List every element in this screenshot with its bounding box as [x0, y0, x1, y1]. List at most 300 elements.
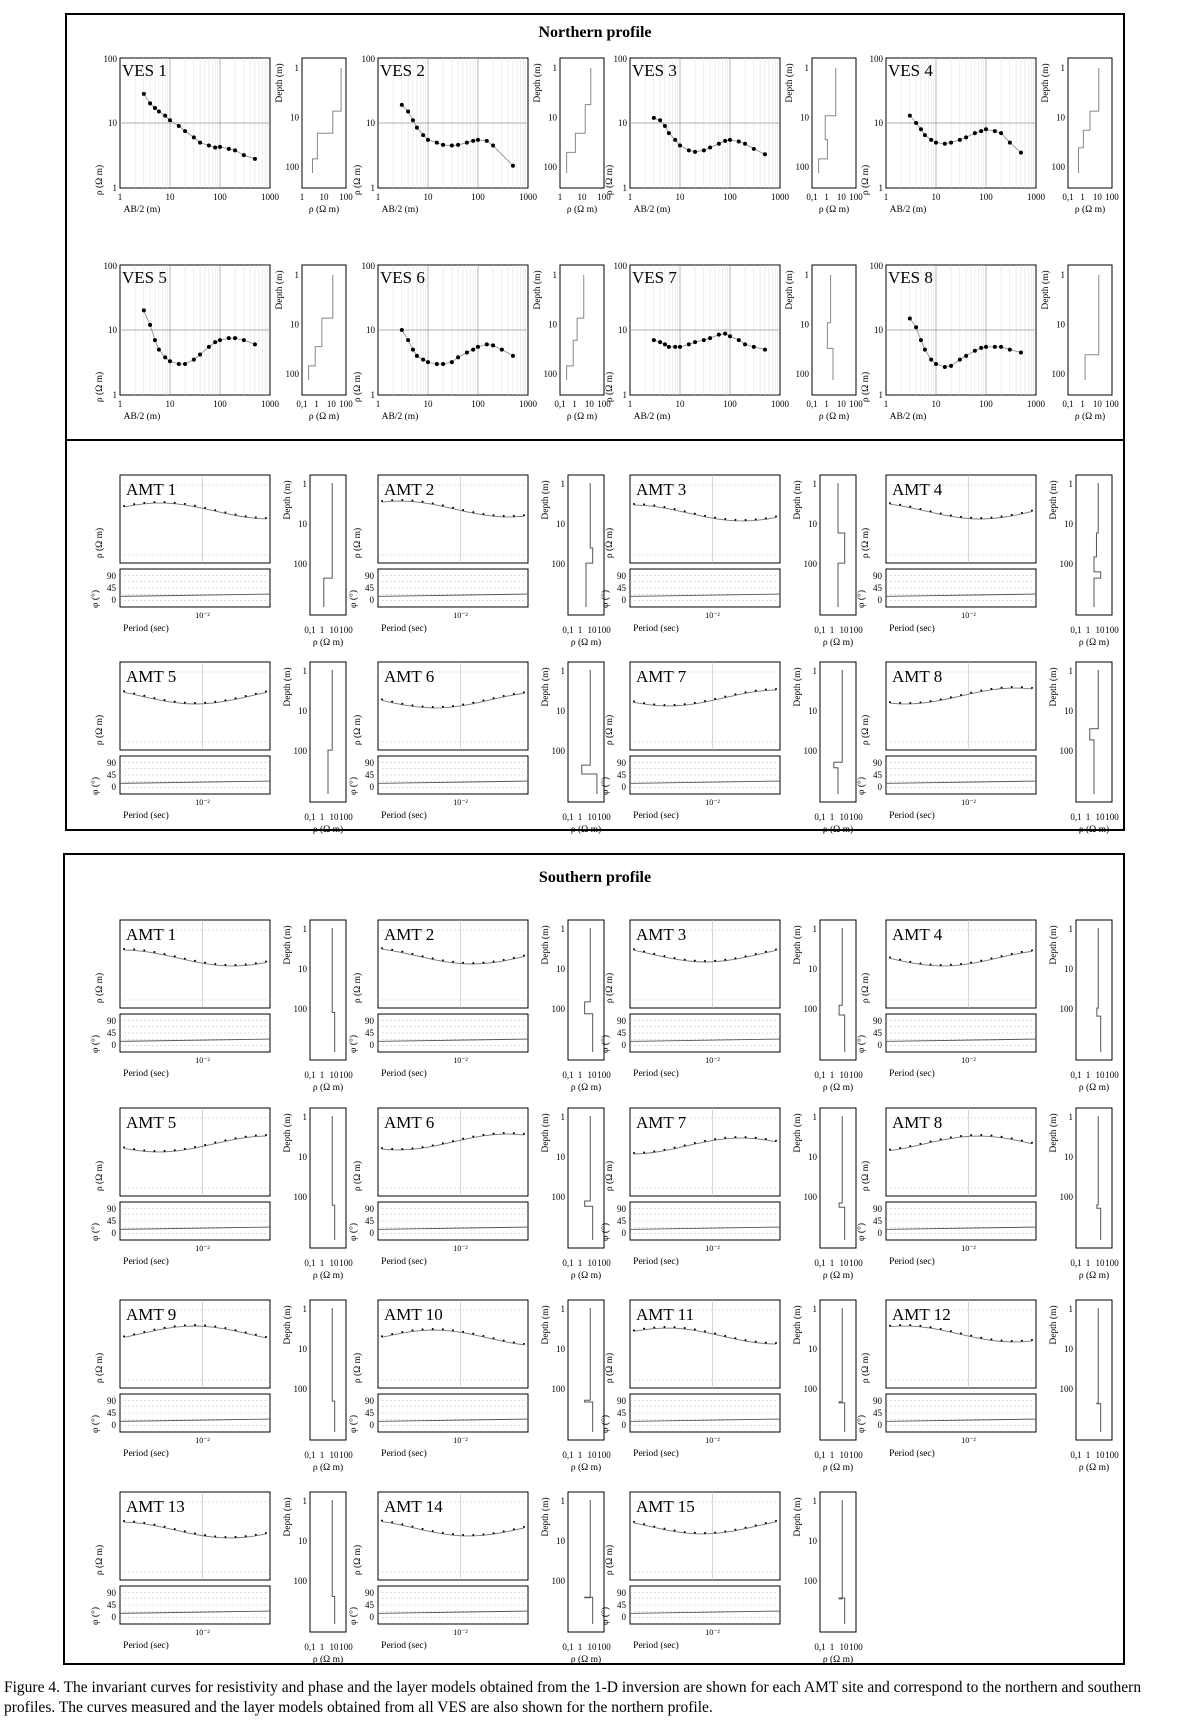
amt-data-point	[391, 1148, 393, 1150]
amt-data-point	[950, 964, 952, 966]
amt-phase-tick: 0	[877, 595, 882, 605]
amt-data-point	[472, 962, 474, 964]
ves-panel-1	[94, 54, 353, 215]
ves-site-label: VES 4	[888, 61, 933, 80]
amt-data-point	[123, 1520, 125, 1522]
amt-depth-axis-label: Depth (m)	[793, 667, 803, 707]
amt-data-point	[724, 1137, 726, 1139]
amt-data-point	[143, 1522, 145, 1524]
amt-depth-tick: 10	[556, 519, 565, 529]
ves-data-point	[500, 348, 504, 352]
amt-phase-axis-label: φ (°)	[349, 1607, 359, 1625]
amt-rho-axis-label: ρ (Ω m)	[353, 527, 363, 559]
ves-y-tick: 1	[370, 183, 375, 193]
amt-phase-tick: 90	[107, 1396, 116, 1406]
amt-data-point	[123, 948, 125, 950]
amt-data-point	[684, 1531, 686, 1533]
amt-period-tick: 10⁻²	[705, 1056, 720, 1065]
amt-data-point	[960, 963, 962, 965]
ves-data-point	[511, 354, 515, 358]
amt-phase-tick: 0	[621, 1612, 626, 1622]
ves-x-tick: 10	[423, 399, 433, 409]
amt-phase-frame	[886, 1014, 1036, 1052]
ves-res-tick: 0,1	[296, 399, 308, 409]
amt-data-point	[734, 519, 736, 521]
ves-data-point	[441, 143, 445, 147]
ves-data-point	[652, 116, 656, 120]
amt-period-axis-label: Period (sec)	[381, 1449, 427, 1459]
ves-panel-6	[352, 261, 611, 422]
amt-depth-axis-label: Depth (m)	[1049, 480, 1059, 520]
amt-data-point	[990, 1135, 992, 1137]
amt-site-label: AMT 2	[384, 480, 435, 499]
amt-data-point	[970, 692, 972, 694]
amt-depth-tick: 10	[298, 519, 307, 529]
amt-data-point	[950, 696, 952, 698]
amt-res-tick: 0,1	[562, 1070, 574, 1080]
ves-data-point	[400, 328, 404, 332]
amt-data-point	[960, 516, 962, 518]
amt-phase-frame	[630, 756, 780, 794]
ves-site-label: VES 7	[632, 268, 677, 287]
amt-site-label: AMT 1	[126, 925, 177, 944]
amt-model-frame	[310, 920, 346, 1060]
ves-data-point	[958, 138, 962, 142]
ves-data-point	[253, 342, 257, 346]
amt-depth-axis-label: Depth (m)	[793, 480, 803, 520]
amt-rho-axis-label: ρ (Ω m)	[605, 714, 615, 746]
amt-data-point	[633, 1329, 635, 1331]
amt-data-point	[1001, 516, 1003, 518]
amt-depth-tick: 10	[298, 1536, 307, 1546]
ves-data-point	[218, 338, 222, 342]
amt-res-tick: 1	[829, 1450, 835, 1460]
amt-site-label: AMT 4	[892, 925, 943, 944]
amt-depth-tick: 100	[1059, 1192, 1073, 1202]
amt-depth-tick: 1	[560, 1304, 565, 1314]
amt-period-axis-label: Period (sec)	[381, 1069, 427, 1079]
ves-data-point	[658, 340, 662, 344]
amt-res-tick: 1	[829, 1642, 835, 1652]
ves-data-point	[157, 110, 161, 114]
amt-data-point	[745, 955, 747, 957]
amt-data-point	[775, 688, 777, 690]
amt-data-point	[245, 695, 247, 697]
amt-data-point	[265, 1134, 267, 1136]
south-amt-panel-4	[856, 920, 1119, 1093]
amt-data-point	[765, 688, 767, 690]
ves-depth-tick: 10	[800, 112, 809, 123]
ves-data-point	[476, 345, 480, 349]
amt-phase-frame	[630, 569, 780, 607]
ves-x-tick: 100	[723, 399, 737, 409]
ves-data-point	[233, 336, 237, 340]
amt-rho-axis-label: ρ (Ω m)	[95, 972, 105, 1004]
ves-data-point	[728, 334, 732, 338]
amt-depth-tick: 100	[293, 1004, 307, 1014]
amt-phase-tick: 45	[873, 1408, 882, 1418]
ves-y-tick: 1	[370, 390, 375, 400]
ves-data-point	[465, 141, 469, 145]
ves-data-point	[426, 360, 430, 364]
amt-data-point	[164, 1150, 166, 1152]
ves-data-point	[964, 354, 968, 358]
ves-data-point	[148, 101, 152, 105]
amt-data-point	[133, 1521, 135, 1523]
ves-y-axis-label: ρ (Ω m)	[605, 164, 615, 196]
amt-data-point	[899, 959, 901, 961]
north-amt-panel-8	[856, 662, 1119, 835]
amt-depth-tick: 10	[298, 1152, 307, 1162]
amt-phase-axis-label: φ (°)	[91, 1223, 101, 1241]
ves-data-point	[678, 345, 682, 349]
ves-y-tick: 10	[366, 118, 375, 128]
amt-model-frame	[568, 1492, 604, 1632]
amt-site-label: AMT 2	[384, 925, 435, 944]
amt-data-point	[224, 1536, 226, 1538]
amt-depth-tick: 100	[803, 1004, 817, 1014]
amt-phase-frame	[630, 1202, 780, 1240]
amt-phase-frame	[378, 1202, 528, 1240]
amt-depth-axis-label: Depth (m)	[283, 1305, 293, 1345]
ves-x-tick: 1000	[771, 192, 789, 202]
amt-data-point	[643, 950, 645, 952]
amt-data-point	[684, 510, 686, 512]
amt-phase-axis-label: φ (°)	[91, 1035, 101, 1053]
ves-data-point	[485, 139, 489, 143]
amt-res-tick: 1	[829, 812, 835, 822]
ves-res-tick: 1	[1080, 192, 1085, 202]
amt-res-axis-label: ρ (Ω m)	[822, 1083, 854, 1093]
amt-data-point	[204, 1324, 206, 1326]
amt-data-point	[633, 503, 635, 505]
ves-res-tick: 10	[326, 399, 336, 409]
amt-res-tick: 10	[839, 1258, 849, 1268]
amt-period-tick: 10⁻²	[195, 1628, 210, 1637]
ves-x-tick: 100	[723, 192, 737, 202]
amt-res-tick: 100	[597, 625, 611, 635]
amt-phase-tick: 45	[617, 770, 626, 780]
amt-data-point	[184, 1530, 186, 1532]
ves-data-point	[421, 133, 425, 137]
amt-period-tick: 10⁻²	[195, 1056, 210, 1065]
amt-depth-tick: 100	[293, 1192, 307, 1202]
amt-rho-axis-label: ρ (Ω m)	[605, 972, 615, 1004]
amt-depth-tick: 10	[808, 1152, 817, 1162]
ves-data-point	[702, 148, 706, 152]
amt-depth-axis-label: Depth (m)	[793, 1305, 803, 1345]
ves-depth-tick: 10	[548, 319, 557, 330]
ves-data-point	[929, 138, 933, 142]
amt-data-point	[133, 503, 135, 505]
amt-phase-frame	[120, 569, 270, 607]
amt-period-axis-label: Period (sec)	[123, 1069, 169, 1079]
amt-res-tick: 10	[587, 1258, 597, 1268]
ves-data-point	[728, 138, 732, 142]
amt-phase-tick: 0	[621, 1228, 626, 1238]
amt-phase-tick: 45	[107, 1216, 116, 1226]
amt-data-point	[472, 702, 474, 704]
amt-phase-tick: 0	[111, 1612, 116, 1622]
ves-model-frame	[302, 58, 346, 188]
amt-phase-frame	[886, 756, 1036, 794]
amt-res-tick: 10	[587, 812, 597, 822]
amt-data-point	[1021, 512, 1023, 514]
ves-res-axis-label: ρ (Ω m)	[308, 205, 340, 215]
ves-data-point	[652, 338, 656, 342]
amt-data-point	[194, 1146, 196, 1148]
amt-data-point	[214, 1142, 216, 1144]
amt-data-point	[990, 517, 992, 519]
ves-depth-tick: 100	[1051, 369, 1065, 379]
ves-data-point	[737, 139, 741, 143]
amt-period-tick: 10⁻²	[453, 1628, 468, 1637]
amt-period-axis-label: Period (sec)	[889, 624, 935, 634]
ves-panel-3	[604, 54, 863, 215]
amt-depth-tick: 1	[302, 479, 307, 489]
amt-phase-tick: 45	[617, 1600, 626, 1610]
ves-data-point	[708, 336, 712, 340]
amt-data-point	[930, 1326, 932, 1328]
amt-site-label: AMT 12	[892, 1305, 951, 1324]
amt-phase-axis-label: φ (°)	[349, 1415, 359, 1433]
amt-rho-axis-label: ρ (Ω m)	[861, 714, 871, 746]
amt-data-point	[174, 1528, 176, 1530]
amt-res-tick: 1	[1085, 625, 1091, 635]
amt-data-point	[143, 1331, 145, 1333]
amt-depth-tick: 100	[551, 1004, 565, 1014]
ves-data-point	[949, 141, 953, 145]
amt-phase-axis-label: φ (°)	[601, 777, 611, 795]
amt-depth-axis-label: Depth (m)	[793, 1497, 803, 1537]
amt-data-point	[422, 705, 424, 707]
amt-res-tick: 10	[329, 1258, 339, 1268]
south-amt-panel-15	[600, 1492, 863, 1665]
ves-data-point	[242, 153, 246, 157]
amt-data-point	[724, 1335, 726, 1337]
amt-phase-tick: 45	[617, 1408, 626, 1418]
amt-data-point	[482, 513, 484, 515]
amt-model-frame	[1076, 1300, 1112, 1440]
amt-phase-axis-label: φ (°)	[349, 777, 359, 795]
ves-data-point	[984, 345, 988, 349]
amt-data-point	[381, 500, 383, 502]
amt-period-tick: 10⁻²	[961, 1436, 976, 1445]
ves-x-tick: 100	[979, 399, 993, 409]
amt-site-label: AMT 5	[126, 667, 177, 686]
amt-phase-tick: 90	[617, 1396, 626, 1406]
amt-data-point	[401, 951, 403, 953]
ves-data-point	[153, 338, 157, 342]
ves-x-tick: 10	[165, 192, 175, 202]
ves-data-point	[511, 164, 515, 168]
amt-depth-tick: 1	[560, 479, 565, 489]
ves-depth-tick: 1	[1060, 63, 1065, 73]
ves-data-point	[949, 364, 953, 368]
amt-data-point	[980, 690, 982, 692]
ves-data-point	[1008, 141, 1012, 145]
amt-data-point	[930, 700, 932, 702]
ves-res-tick: 100	[849, 399, 863, 409]
amt-res-tick: 0,1	[1070, 812, 1082, 822]
amt-res-tick: 100	[1105, 812, 1119, 822]
amt-data-point	[235, 1137, 237, 1139]
amt-phase-tick: 90	[617, 1588, 626, 1598]
amt-data-point	[714, 517, 716, 519]
ves-data-point	[752, 147, 756, 151]
amt-data-point	[503, 1530, 505, 1532]
amt-data-point	[734, 1337, 736, 1339]
amt-model-frame	[568, 920, 604, 1060]
ves-depth-tick: 100	[285, 369, 299, 379]
ves-res-axis-label: ρ (Ω m)	[818, 412, 850, 422]
ves-data-point	[923, 133, 927, 137]
ves-data-point	[919, 338, 923, 342]
amt-model-frame	[310, 1300, 346, 1440]
amt-phase-frame	[120, 1394, 270, 1432]
ves-x-tick: 10	[165, 399, 175, 409]
amt-data-point	[422, 1328, 424, 1330]
amt-phase-tick: 0	[111, 782, 116, 792]
amt-period-axis-label: Period (sec)	[633, 1449, 679, 1459]
amt-res-tick: 100	[597, 1450, 611, 1460]
amt-period-axis-label: Period (sec)	[123, 811, 169, 821]
ves-x-tick: 100	[213, 399, 227, 409]
amt-period-tick: 10⁻²	[453, 798, 468, 807]
amt-depth-tick: 100	[293, 1384, 307, 1394]
amt-phase-frame	[120, 1202, 270, 1240]
amt-phase-tick: 90	[107, 758, 116, 768]
ves-panel-2	[352, 54, 611, 215]
amt-data-point	[990, 957, 992, 959]
amt-data-point	[214, 963, 216, 965]
amt-data-point	[235, 1536, 237, 1538]
amt-phase-tick: 90	[107, 571, 116, 581]
amt-data-point	[704, 515, 706, 517]
amt-data-point	[930, 963, 932, 965]
amt-res-tick: 1	[577, 812, 583, 822]
ves-data-point	[198, 141, 202, 145]
amt-phase-axis-label: φ (°)	[601, 1415, 611, 1433]
amt-res-tick: 10	[839, 812, 849, 822]
ves-data-point	[914, 121, 918, 125]
amt-res-tick: 10	[839, 625, 849, 635]
amt-data-point	[889, 1149, 891, 1151]
ves-data-point	[450, 144, 454, 148]
ves-res-tick: 100	[597, 399, 611, 409]
amt-phase-tick: 45	[107, 1600, 116, 1610]
amt-phase-tick: 90	[873, 1204, 882, 1214]
amt-phase-frame	[120, 756, 270, 794]
ves-depth-tick: 1	[294, 63, 299, 73]
ves-panel-4	[860, 54, 1119, 215]
ves-data-point	[943, 365, 947, 369]
amt-rho-axis-label: ρ (Ω m)	[861, 972, 871, 1004]
ves-data-point	[658, 118, 662, 122]
amt-period-axis-label: Period (sec)	[633, 811, 679, 821]
ves-data-point	[415, 354, 419, 358]
ves-y-tick: 100	[613, 261, 627, 271]
amt-phase-axis-label: φ (°)	[857, 590, 867, 608]
amt-depth-tick: 1	[1068, 479, 1073, 489]
amt-data-point	[224, 1327, 226, 1329]
amt-data-point	[482, 962, 484, 964]
south-amt-panel-14	[348, 1492, 611, 1665]
north-amt-panel-5	[90, 662, 353, 835]
amt-phase-axis-label: φ (°)	[601, 1607, 611, 1625]
amt-data-point	[411, 500, 413, 502]
amt-model-frame	[820, 1108, 856, 1248]
ves-depth-tick: 100	[795, 369, 809, 379]
ves-y-tick: 10	[618, 325, 627, 335]
amt-period-axis-label: Period (sec)	[381, 1641, 427, 1651]
amt-data-point	[775, 1520, 777, 1522]
amt-data-point	[653, 1150, 655, 1152]
amt-rho-axis-label: ρ (Ω m)	[605, 527, 615, 559]
amt-phase-tick: 45	[107, 1028, 116, 1038]
amt-data-point	[775, 948, 777, 950]
amt-phase-tick: 0	[369, 782, 374, 792]
amt-phase-frame	[378, 569, 528, 607]
amt-res-axis-label: ρ (Ω m)	[1078, 638, 1110, 648]
ves-data-point	[717, 142, 721, 146]
amt-data-point	[493, 961, 495, 963]
amt-data-point	[482, 1134, 484, 1136]
amt-data-point	[775, 1342, 777, 1344]
amt-data-point	[940, 512, 942, 514]
ves-data-point	[934, 362, 938, 366]
amt-rho-axis-label: ρ (Ω m)	[353, 1544, 363, 1576]
amt-phase-tick: 45	[107, 1408, 116, 1418]
ves-y-tick: 1	[878, 390, 883, 400]
ves-res-axis-label: ρ (Ω m)	[566, 205, 598, 215]
ves-data-point	[999, 131, 1003, 135]
amt-phase-tick: 90	[365, 1016, 374, 1026]
ves-data-point	[198, 352, 202, 356]
ves-data-point	[168, 359, 172, 363]
ves-depth-axis-label: Depth (m)	[1041, 63, 1051, 103]
ves-data-point	[233, 148, 237, 152]
amt-period-tick: 10⁻²	[195, 798, 210, 807]
amt-phase-tick: 0	[111, 1228, 116, 1238]
ves-data-point	[964, 135, 968, 139]
amt-res-tick: 10	[1095, 1450, 1105, 1460]
ves-data-point	[673, 138, 677, 142]
amt-depth-tick: 1	[812, 1112, 817, 1122]
amt-res-tick: 100	[849, 1258, 863, 1268]
amt-data-point	[755, 1524, 757, 1526]
amt-data-point	[909, 702, 911, 704]
amt-phase-frame	[378, 1014, 528, 1052]
amt-period-axis-label: Period (sec)	[889, 1069, 935, 1079]
amt-site-label: AMT 6	[384, 1113, 435, 1132]
amt-period-tick: 10⁻²	[961, 798, 976, 807]
amt-res-tick: 100	[339, 1258, 353, 1268]
amt-data-point	[919, 1325, 921, 1327]
amt-data-point	[401, 703, 403, 705]
amt-data-point	[143, 949, 145, 951]
amt-data-point	[950, 1330, 952, 1332]
amt-rho-axis-label: ρ (Ω m)	[605, 1352, 615, 1384]
ves-y-tick: 10	[874, 325, 883, 335]
amt-phase-axis-label: φ (°)	[601, 590, 611, 608]
amt-period-tick: 10⁻²	[705, 1628, 720, 1637]
amt-data-point	[265, 690, 267, 692]
amt-data-point	[909, 506, 911, 508]
ves-depth-axis-label: Depth (m)	[275, 270, 285, 310]
amt-phase-tick: 0	[877, 1040, 882, 1050]
amt-data-point	[734, 957, 736, 959]
